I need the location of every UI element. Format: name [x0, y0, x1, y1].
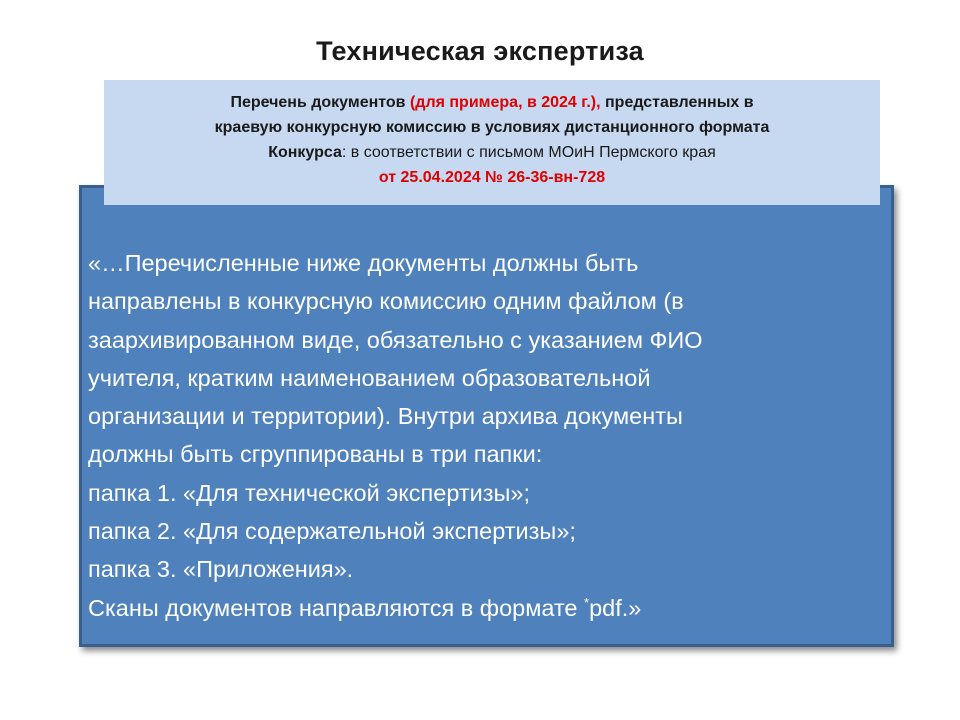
slide-title: Техническая экспертиза — [316, 36, 644, 66]
text-line: папка 3. «Приложения». — [88, 556, 354, 583]
quoted-text — [88, 244, 878, 627]
text-line: заархивированном виде, обязательно с указанием ФИО — [88, 326, 703, 353]
header-line-3 — [104, 140, 880, 165]
text-line: направлены в конкурсную комиссию одним файлом (в — [88, 288, 684, 315]
document-list-header — [104, 80, 880, 205]
text-line: «…Перечисленные ниже документы должны быть — [88, 250, 639, 276]
last-line-end: pdf.» — [589, 594, 642, 621]
text-line: учителя, кратким наименованием образовательной — [88, 364, 651, 391]
header-line-2: краевую конкурсную комиссию в условиях дистанционного формата — [214, 119, 770, 136]
text-line: должны быть сгруппированы в три папки: — [88, 441, 543, 468]
footnote-mark: * — [584, 594, 590, 610]
header-line-3-rest: : в соответствии с письмом МОиН Пермского края — [341, 144, 716, 161]
text-line: организации и территории). Внутри архива документы — [88, 403, 683, 430]
text-line: папка 1. «Для технической экспертизы»; — [88, 479, 531, 506]
last-line-start: Сканы документов направляются в формате — [88, 594, 585, 621]
example-note: (для примера, в 2024 г.), — [409, 94, 605, 111]
header-line-3-bold: Конкурса — [268, 144, 342, 161]
text-line-last — [88, 589, 878, 627]
text-line: папка 2. «Для содержательной экспертизы»; — [88, 518, 576, 545]
letter-reference: от 25.04.2024 № 26-36-вн-728 — [378, 169, 606, 186]
header-line-1 — [104, 90, 880, 115]
header-line-1-start: Перечень документов — [230, 94, 410, 111]
header-line-1-end: представленных в — [605, 94, 754, 111]
